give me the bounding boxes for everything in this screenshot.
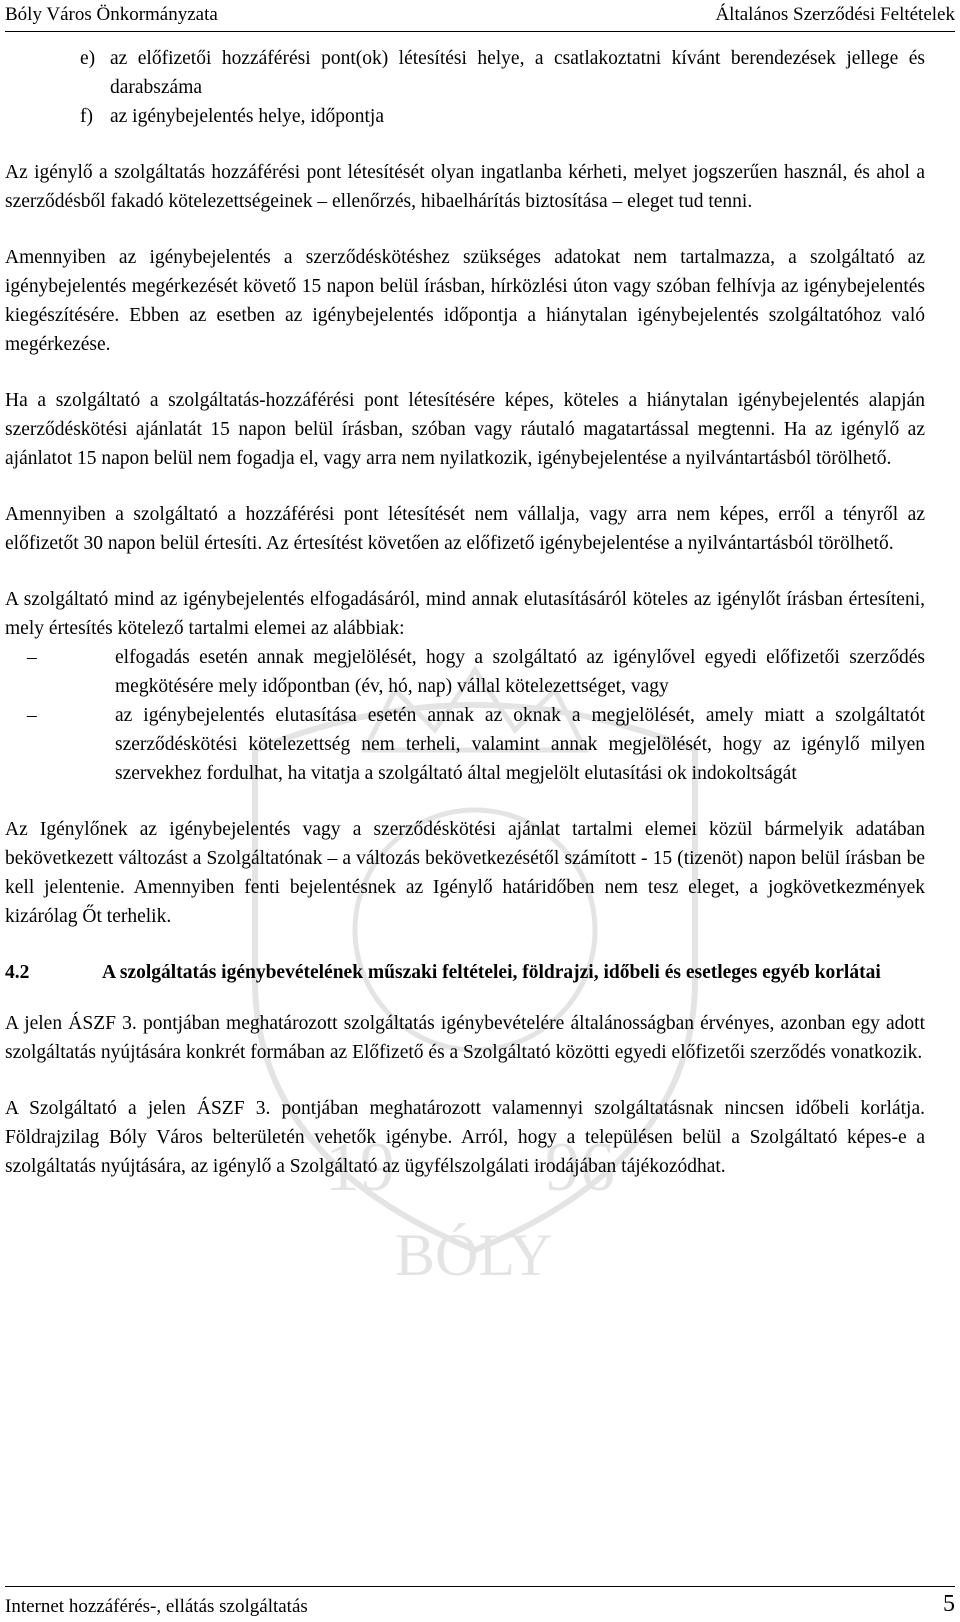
footer-rule bbox=[5, 1586, 955, 1587]
dash-bullet: – bbox=[27, 705, 37, 726]
page-header bbox=[5, 2, 955, 28]
document-body bbox=[5, 44, 925, 1208]
list-item-label: f) bbox=[80, 106, 93, 127]
header-document-title: Általános Szerződési Feltételek bbox=[715, 4, 955, 25]
paragraph: A Szolgáltató a jelen ÁSZF 3. pontjában meghatározott valamennyi szolgáltatásnak nincsen időbeli korlátja. Földrajzilag Bóly Város belterületén vehetők igénybe. Arról, hogy a településen belül a Szolgáltató képes-e a szolgáltatás nyújtására, az igénylő a Szolgáltató az ügyfélszolgálati irodájában tájékozódhat. bbox=[5, 1098, 925, 1177]
dash-list bbox=[5, 643, 925, 788]
section-title: A szolgáltatás igénybevételének műszaki feltételei, földrajzi, időbeli és esetleges egyéb korlátai bbox=[102, 962, 881, 983]
paragraph: Ha a szolgáltató a szolgáltatás-hozzáférési pont létesítésére képes, köteles a hiánytalan igénybejelentés alapján szerződéskötési ajánlatát 15 napon belül írásban, szóban vagy ráutaló magatartással megtenni. Ha az igénylő az ajánlatot 15 napon belül nem fogadja el, vagy arra nem nyilatkozik, igénybejelentése a nyilvántartásból törölhető. bbox=[5, 390, 925, 469]
list-item-text: az előfizetői hozzáférési pont(ok) létesítési helye, a csatlakoztatni kívánt berendezések jellege és darabszáma bbox=[110, 48, 925, 98]
page-number: 5 bbox=[943, 1591, 955, 1617]
list-intro: A szolgáltató mind az igénybejelentés elfogadásáról, mind annak elutasításáról köteles az igénylőt írásban értesíteni, mely értesítés kötelező tartalmi elemei az alábbiak: bbox=[5, 589, 925, 639]
notification-block bbox=[5, 585, 925, 788]
lettered-list bbox=[5, 44, 925, 131]
paragraph: A jelen ÁSZF 3. pontjában meghatározott szolgáltatás igénybevételére általánosságban érvényes, azonban egy adott szolgáltatás nyújtására konkrét formában az Előfizető és a Szolgáltató közötti egyedi előfizetői szerződés vonatkozik. bbox=[5, 1013, 925, 1063]
dash-list-item-text: az igénybejelentés elutasítása esetén annak az oknak a megjelölését, amely miatt a szolgáltatót szerződéskötési kötelezettség nem terheli, valamint annak megjelölését, hogy az igénylő milyen szervekhez fordulhat, ha vitatja a szolgáltató által megjelölt elutasítási ok indokoltságát bbox=[115, 705, 925, 784]
list-item bbox=[80, 102, 925, 131]
paragraph: Az Igénylőnek az igénybejelentés vagy a szerződéskötési ajánlat tartalmi elemei közül bármelyik adatában bekövetkezett változást a Szolgáltatónak – a változás bekövetkezésétől számított - 15 (tizenöt) napon belül írásban be kell jelentenie. Amennyiben fenti bejelentésnek az Igénylő határidőben nem tesz eleget, a jogkövetkezmények kizárólag Őt terhelik. bbox=[5, 819, 925, 927]
header-rule bbox=[5, 31, 955, 32]
paragraph: Az igénylő a szolgáltatás hozzáférési pont létesítését olyan ingatlanba kérheti, melyet jogszerűen használ, és ahol a szerződésből fakadó kötelezettségeinek – ellenőrzés, hibaelhárítás biztosítása – eleget tud tenni. bbox=[5, 162, 925, 212]
dash-list-item-text: elfogadás esetén annak megjelölését, hogy a szolgáltató az igénylővel egyedi előfizetői szerződés megkötésére mely időpontban (év, hó, nap) vállal kötelezettséget, vagy bbox=[115, 647, 925, 697]
section-number: 4.2 bbox=[5, 962, 30, 983]
list-item bbox=[80, 44, 925, 102]
watermark-year-right: 96 bbox=[545, 1129, 615, 1206]
dash-list-item bbox=[5, 643, 925, 701]
watermark-year-left: 19 bbox=[325, 1129, 395, 1206]
watermark-town-name: BÓLY bbox=[395, 1222, 553, 1288]
section-heading bbox=[5, 958, 925, 987]
list-item-label: e) bbox=[80, 48, 96, 69]
paragraph: Amennyiben a szolgáltató a hozzáférési pont létesítését nem vállalja, vagy arra nem képes, erről a tényről az előfizetőt 30 napon belül értesíti. Az értesítést követően az előfizető igénybejelentése a nyilvántartásból törölhető. bbox=[5, 504, 925, 554]
paragraph: Amennyiben az igénybejelentés a szerződéskötéshez szükséges adatokat nem tartalmazza, a szolgáltató az igénybejelentés megérkezését követő 15 napon belül írásban, hírközlési úton vagy szóban felhívja az igénybejelentés kiegészítésére. Ebben az esetben az igénybejelentés időpontja a hiánytalan igénybejelentés szolgáltatóhoz való megérkezése. bbox=[5, 247, 925, 355]
dash-list-item bbox=[5, 701, 925, 788]
footer-service-name: Internet hozzáférés-, ellátás szolgáltatás bbox=[5, 1596, 308, 1617]
header-organization: Bóly Város Önkormányzata bbox=[5, 4, 218, 25]
list-item-text: az igénybejelentés helye, időpontja bbox=[110, 106, 384, 127]
dash-bullet: – bbox=[27, 647, 37, 668]
page-footer bbox=[5, 1590, 955, 1618]
